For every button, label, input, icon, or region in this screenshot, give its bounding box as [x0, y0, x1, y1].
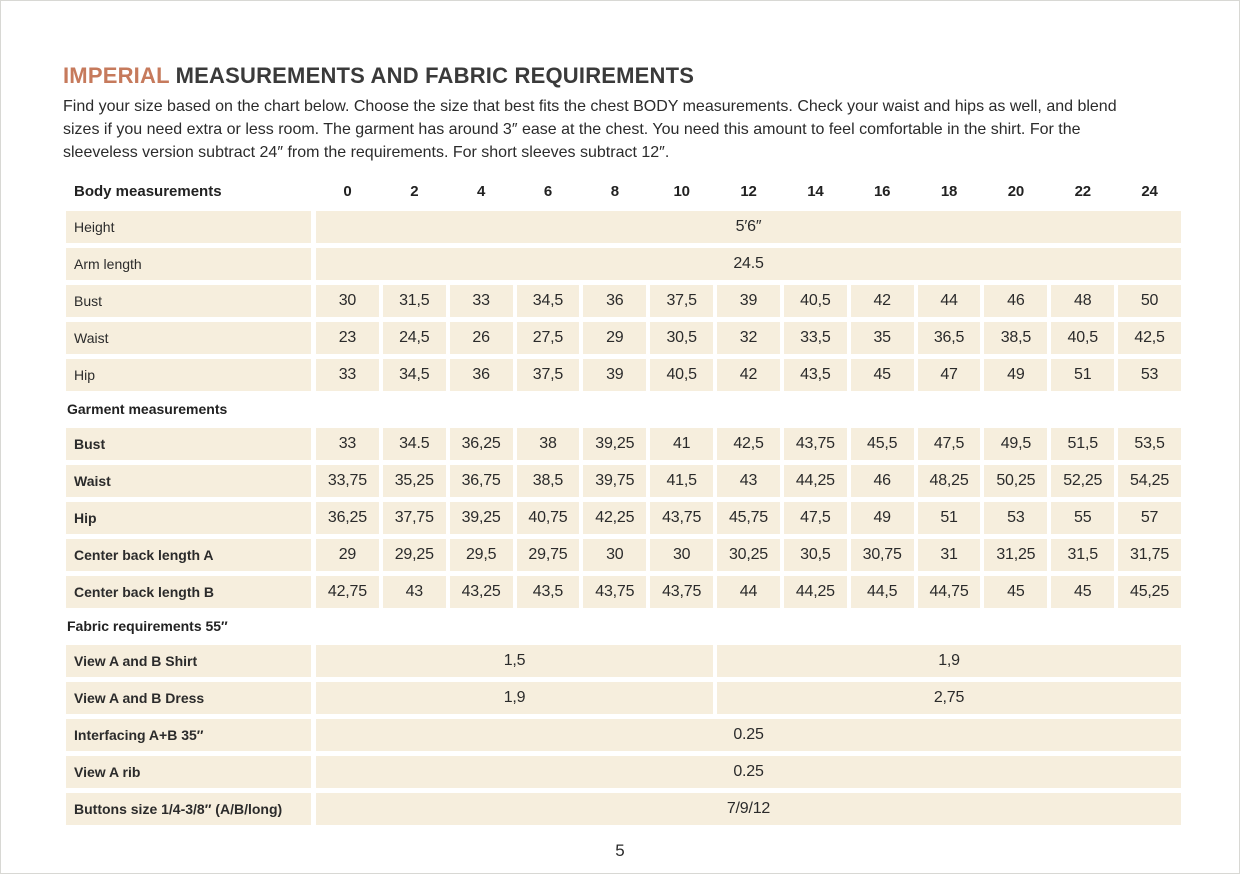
value-cell: 29: [316, 539, 379, 571]
value-cell: 43,75: [650, 576, 713, 608]
value-cell: 30,5: [784, 539, 847, 571]
table-row: [66, 719, 1181, 751]
row-values: [316, 465, 1181, 497]
value-cell: 33,75: [316, 465, 379, 497]
value-cell: 42,5: [1118, 322, 1181, 354]
row-values: [316, 645, 1181, 677]
value-cell: 39,75: [583, 465, 646, 497]
value-cell: 42,75: [316, 576, 379, 608]
value-cell: 41,5: [650, 465, 713, 497]
intro-paragraph: Find your size based on the chart below. Choose the size that best fits the chest BODY measurements. Check your waist and hips as well, and blend sizes if you need extra or less room. The garment has around 3″ ease at the chest. You need this amount to feel comfortable in the shirt. For the sleeveless version subtract 24″ from the requirements. For short sleeves subtract 12″.: [63, 98, 1117, 161]
value-cell: 30,5: [650, 322, 713, 354]
row-values: [316, 502, 1181, 534]
page-content: [1, 1, 1239, 825]
size-table-body: [66, 211, 1181, 825]
row-label: Interfacing A+B 35″: [66, 719, 311, 751]
row-values: [316, 719, 1181, 751]
value-cell: 31,75: [1118, 539, 1181, 571]
value-cell: 43,5: [517, 576, 580, 608]
value-cell: 44,75: [918, 576, 981, 608]
value-cell: 46: [851, 465, 914, 497]
value-cell: 33: [316, 359, 379, 391]
table-row: [66, 465, 1181, 497]
table-row: [66, 793, 1181, 825]
value-cell: 36: [450, 359, 513, 391]
value-cell: 44,25: [784, 576, 847, 608]
value-cell: 47,5: [784, 502, 847, 534]
value-cell: 44,5: [851, 576, 914, 608]
merged-value-cell: 7/9/12: [316, 793, 1181, 825]
value-cell: 45: [984, 576, 1047, 608]
value-cell: 54,25: [1118, 465, 1181, 497]
merged-value-cell: 5′6″: [316, 211, 1181, 243]
value-cell: 40,5: [1051, 322, 1114, 354]
table-row: [66, 645, 1181, 677]
value-cell: 31,5: [383, 285, 446, 317]
size-table: [66, 178, 1181, 825]
row-label: Hip: [66, 502, 311, 534]
row-values: [316, 322, 1181, 354]
merged-value-cell: 1,9: [717, 645, 1181, 677]
value-cell: 37,75: [383, 502, 446, 534]
row-label: Arm length: [66, 248, 311, 280]
value-cell: 43,75: [650, 502, 713, 534]
size-column-header: 4: [477, 183, 486, 201]
size-column-header: 2: [410, 183, 419, 201]
value-cell: 45: [851, 359, 914, 391]
table-row: [66, 502, 1181, 534]
row-label: Waist: [66, 465, 311, 497]
value-cell: 43: [383, 576, 446, 608]
table-row: [66, 682, 1181, 714]
page-number: 5: [615, 841, 625, 860]
value-cell: 39: [717, 285, 780, 317]
value-cell: 45,25: [1118, 576, 1181, 608]
value-cell: 53: [1118, 359, 1181, 391]
value-cell: 43,5: [784, 359, 847, 391]
value-cell: 31: [918, 539, 981, 571]
size-column-header: 0: [343, 183, 352, 201]
row-values: [316, 756, 1181, 788]
value-cell: 30,75: [851, 539, 914, 571]
row-label: Waist: [66, 322, 311, 354]
value-cell: 41: [650, 428, 713, 460]
row-label: Bust: [66, 285, 311, 317]
value-cell: 27,5: [517, 322, 580, 354]
value-cell: 44,25: [784, 465, 847, 497]
value-cell: 47,5: [918, 428, 981, 460]
size-column-header: 14: [807, 183, 824, 201]
row-values: [316, 359, 1181, 391]
row-label: View A and B Dress: [66, 682, 311, 714]
size-column-header: 8: [610, 183, 619, 201]
value-cell: 35,25: [383, 465, 446, 497]
row-values: [316, 539, 1181, 571]
table-row: [66, 428, 1181, 460]
value-cell: 36,75: [450, 465, 513, 497]
row-label: Hip: [66, 359, 311, 391]
value-cell: 39: [583, 359, 646, 391]
value-cell: 36,5: [918, 322, 981, 354]
value-cell: 29,75: [517, 539, 580, 571]
value-cell: 43,75: [583, 576, 646, 608]
value-cell: 53,5: [1118, 428, 1181, 460]
value-cell: 33: [316, 428, 379, 460]
value-cell: 39,25: [583, 428, 646, 460]
table-header-label: Body measurements: [74, 183, 222, 201]
value-cell: 34,5: [517, 285, 580, 317]
size-column-header: 24: [1141, 183, 1158, 201]
value-cell: 50: [1118, 285, 1181, 317]
value-cell: 40,5: [650, 359, 713, 391]
value-cell: 34.5: [383, 428, 446, 460]
value-cell: 26: [450, 322, 513, 354]
row-label: Height: [66, 211, 311, 243]
table-row: [66, 322, 1181, 354]
value-cell: 50,25: [984, 465, 1047, 497]
value-cell: 29,25: [383, 539, 446, 571]
size-header-columns: [316, 178, 1181, 206]
value-cell: 24,5: [383, 322, 446, 354]
page-title: [63, 63, 1181, 89]
value-cell: 37,5: [517, 359, 580, 391]
row-values: [316, 682, 1181, 714]
table-row: [66, 359, 1181, 391]
row-values: [316, 428, 1181, 460]
value-cell: 36,25: [316, 502, 379, 534]
value-cell: 31,5: [1051, 539, 1114, 571]
value-cell: 40,75: [517, 502, 580, 534]
table-row: [66, 539, 1181, 571]
value-cell: 23: [316, 322, 379, 354]
value-cell: 42: [717, 359, 780, 391]
value-cell: 37,5: [650, 285, 713, 317]
value-cell: 51: [1051, 359, 1114, 391]
row-label: Buttons size 1/4-3/8″ (A/B/long): [66, 793, 311, 825]
value-cell: 38,5: [984, 322, 1047, 354]
value-cell: 48,25: [918, 465, 981, 497]
row-label: View A and B Shirt: [66, 645, 311, 677]
value-cell: 31,25: [984, 539, 1047, 571]
row-label: View A rib: [66, 756, 311, 788]
value-cell: 49: [984, 359, 1047, 391]
merged-value-cell: 2,75: [717, 682, 1181, 714]
title-rest: MEASUREMENTS AND FABRIC REQUIREMENTS: [169, 63, 695, 88]
value-cell: 38: [517, 428, 580, 460]
table-row: [66, 756, 1181, 788]
merged-value-cell: 1,9: [316, 682, 713, 714]
table-header-row: [66, 178, 1181, 206]
merged-value-cell: 0.25: [316, 756, 1181, 788]
value-cell: 30: [583, 539, 646, 571]
size-column-header: 16: [874, 183, 891, 201]
value-cell: 49,5: [984, 428, 1047, 460]
value-cell: 44: [918, 285, 981, 317]
merged-value-cell: 24.5: [316, 248, 1181, 280]
value-cell: 40,5: [784, 285, 847, 317]
size-column-header: 10: [673, 183, 690, 201]
row-label: Bust: [66, 428, 311, 460]
row-label: Center back length B: [66, 576, 311, 608]
size-column-header: 20: [1007, 183, 1025, 201]
value-cell: 35: [851, 322, 914, 354]
value-cell: 42: [851, 285, 914, 317]
size-column-header: 22: [1074, 183, 1091, 201]
size-column-header: 6: [543, 183, 553, 201]
table-row: [66, 248, 1181, 280]
value-cell: 53: [984, 502, 1047, 534]
section-header: Fabric requirements 55″: [67, 617, 228, 634]
value-cell: 29: [583, 322, 646, 354]
value-cell: 46: [984, 285, 1047, 317]
size-column-header: 12: [740, 183, 757, 201]
value-cell: 44: [717, 576, 780, 608]
value-cell: 39,25: [450, 502, 513, 534]
merged-value-cell: 1,5: [316, 645, 713, 677]
value-cell: 43: [717, 465, 780, 497]
value-cell: 32: [717, 322, 780, 354]
value-cell: 33: [450, 285, 513, 317]
row-values: [316, 211, 1181, 243]
value-cell: 55: [1051, 502, 1114, 534]
row-values: [316, 248, 1181, 280]
value-cell: 45: [1051, 576, 1114, 608]
value-cell: 30: [316, 285, 379, 317]
row-values: [316, 285, 1181, 317]
section-header: Garment measurements: [67, 400, 228, 417]
row-values: [316, 793, 1181, 825]
table-row: [66, 576, 1181, 608]
value-cell: 42,25: [583, 502, 646, 534]
value-cell: 36,25: [450, 428, 513, 460]
value-cell: 43,75: [784, 428, 847, 460]
value-cell: 45,75: [717, 502, 780, 534]
value-cell: 48: [1051, 285, 1114, 317]
title-accent-word: IMPERIAL: [63, 63, 170, 88]
value-cell: 29,5: [450, 539, 513, 571]
row-values: [316, 576, 1181, 608]
value-cell: 51: [918, 502, 981, 534]
value-cell: 30,25: [717, 539, 780, 571]
value-cell: 34,5: [383, 359, 446, 391]
value-cell: 49: [851, 502, 914, 534]
value-cell: 33,5: [784, 322, 847, 354]
table-row: [66, 285, 1181, 317]
merged-value-cell: 0.25: [316, 719, 1181, 751]
value-cell: 47: [918, 359, 981, 391]
value-cell: 38,5: [517, 465, 580, 497]
value-cell: 52,25: [1051, 465, 1114, 497]
size-column-header: 18: [940, 183, 958, 201]
table-row: [66, 211, 1181, 243]
row-label: Center back length A: [66, 539, 311, 571]
value-cell: 42,5: [717, 428, 780, 460]
value-cell: 45,5: [851, 428, 914, 460]
value-cell: 43,25: [450, 576, 513, 608]
value-cell: 30: [650, 539, 713, 571]
value-cell: 57: [1118, 502, 1181, 534]
value-cell: 36: [583, 285, 646, 317]
value-cell: 51,5: [1051, 428, 1114, 460]
